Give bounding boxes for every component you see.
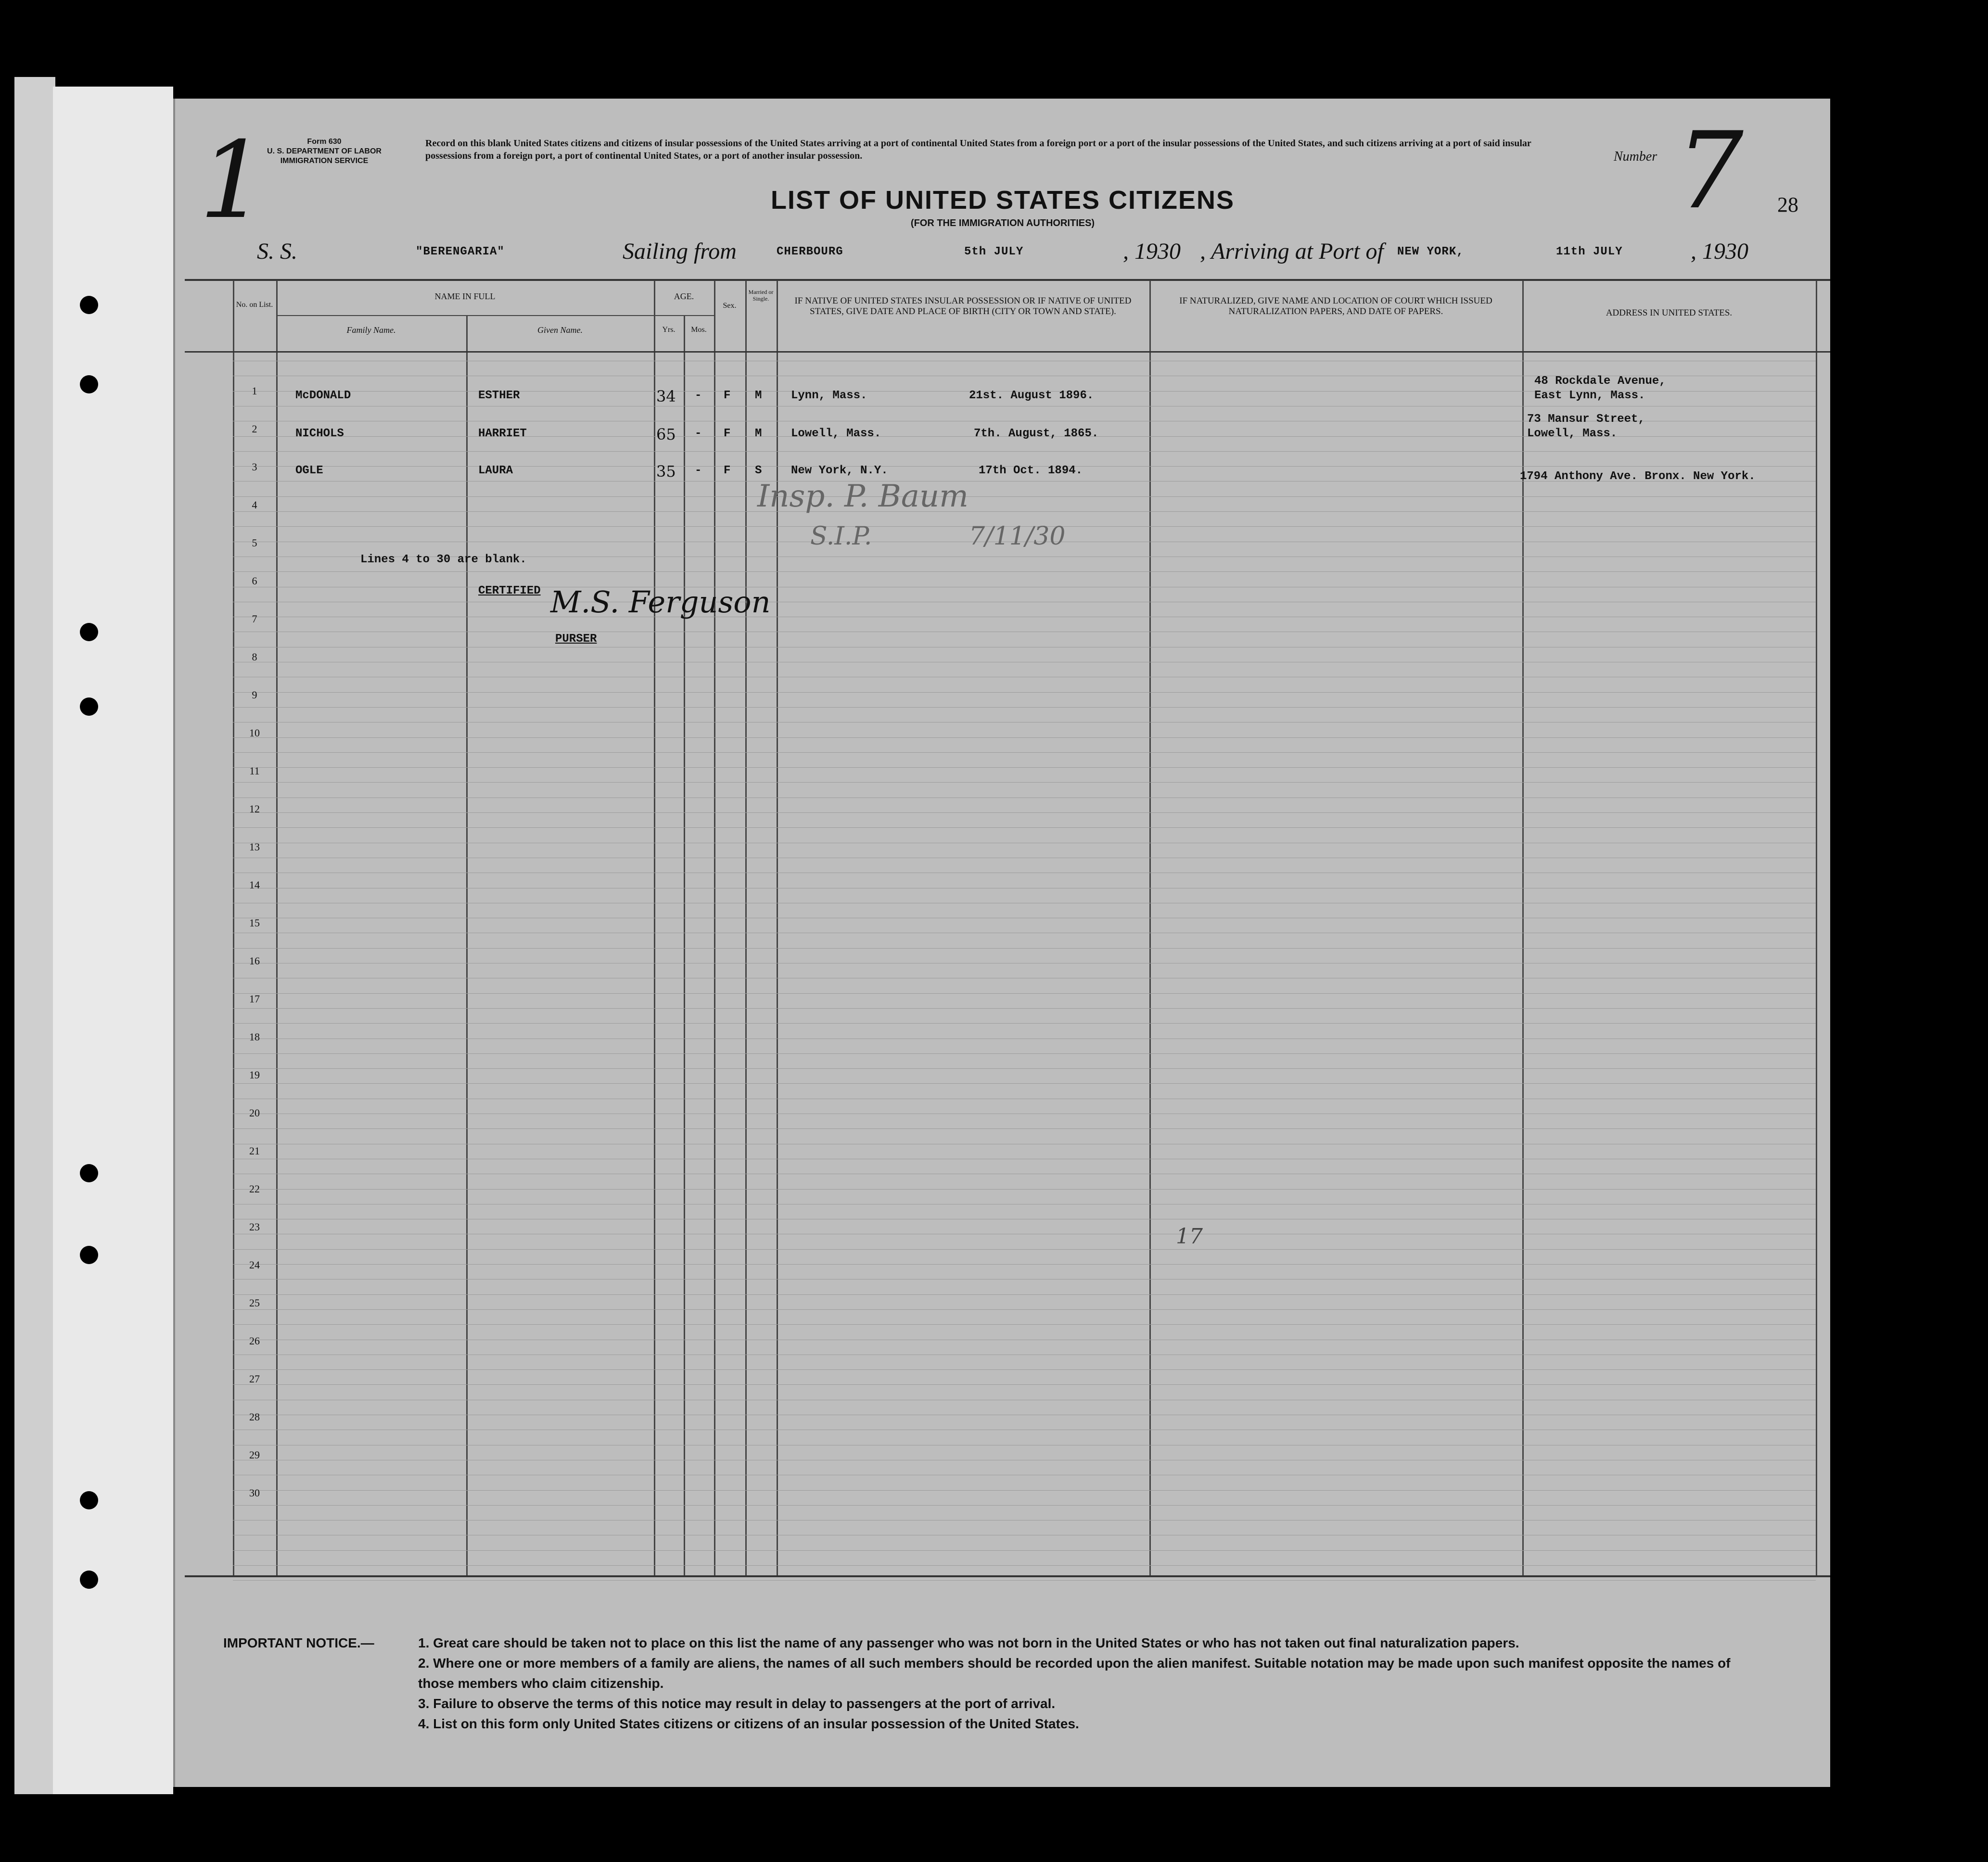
ruled-line xyxy=(233,1023,1816,1024)
col-divider xyxy=(1149,280,1151,1575)
row-number: 30 xyxy=(249,1487,260,1499)
punch-hole xyxy=(80,1491,98,1509)
ruled-line xyxy=(233,993,1816,994)
ruled-line xyxy=(233,511,1816,512)
address-line2-cell: East Lynn, Mass. xyxy=(1534,389,1645,402)
ruled-line xyxy=(233,827,1816,828)
header-bottom-rule xyxy=(185,351,1830,353)
ruled-line xyxy=(233,1008,1816,1009)
table-bottom-rule xyxy=(185,1575,1830,1577)
ruled-line xyxy=(233,451,1816,452)
ruled-line xyxy=(233,1309,1816,1310)
table-top-rule xyxy=(185,279,1830,281)
col-divider xyxy=(466,315,468,1575)
name-age-subrule xyxy=(276,315,714,316)
form-number: Form 630 xyxy=(307,138,342,146)
ruled-line xyxy=(233,692,1816,693)
address-line1-cell: 48 Rockdale Avenue, xyxy=(1534,375,1666,388)
birth-date-cell: 17th Oct. 1894. xyxy=(979,464,1083,477)
inspector-signature: Insp. P. Baum xyxy=(757,479,969,514)
ruled-line xyxy=(233,948,1816,949)
row-number: 28 xyxy=(249,1411,260,1423)
sex-cell: F xyxy=(724,464,731,477)
number-label: Number xyxy=(1614,149,1657,164)
row-number: 8 xyxy=(252,651,257,663)
instructions-text: Record on this blank United States citizens and citizens of insular possessions of the United States arriving at a port of continental United States from a foreign port or a port of the insular possessions of the United States, and such citizens arriving at a port of said insular possessions from a foreign port, a port of continental United States, or a port of another insular possession. xyxy=(425,138,1531,161)
col-address-header: ADDRESS IN UNITED STATES. xyxy=(1606,308,1733,318)
form-info xyxy=(242,137,406,166)
ruled-line xyxy=(233,1053,1816,1054)
row-number: 6 xyxy=(252,575,257,587)
given-name-cell: ESTHER xyxy=(478,389,520,402)
row-number: 24 xyxy=(249,1259,260,1271)
notice-item: 4. List on this form only United States citizens or citizens of an insular possession of the United States. xyxy=(418,1716,1079,1731)
corner-number-right: 7 xyxy=(1676,109,1744,232)
row-number: 25 xyxy=(249,1297,260,1309)
row-number: 19 xyxy=(249,1069,260,1081)
row-number: 5 xyxy=(252,537,257,549)
blank-lines-note: Lines 4 to 30 are blank. xyxy=(360,553,527,566)
row-number: 14 xyxy=(249,879,260,891)
row-number: 22 xyxy=(249,1183,260,1195)
ruled-line xyxy=(233,1068,1816,1069)
col-yrs-header: Yrs. xyxy=(662,326,675,334)
col-divider xyxy=(276,280,278,1575)
ruled-line xyxy=(233,1565,1816,1566)
arrival-date: 11th JULY xyxy=(1556,245,1623,258)
col-divider xyxy=(777,280,778,1575)
ruled-line xyxy=(233,1294,1816,1295)
row-number: 10 xyxy=(249,727,260,739)
birth-date-cell: 7th. August, 1865. xyxy=(974,427,1099,440)
age-months-cell: - xyxy=(695,389,702,402)
ruled-line xyxy=(233,1189,1816,1190)
punch-hole xyxy=(80,697,98,716)
ruled-line xyxy=(233,1083,1816,1084)
row-number: 9 xyxy=(252,689,257,701)
row-number: 23 xyxy=(249,1221,260,1233)
row-number: 20 xyxy=(249,1107,260,1119)
col-divider xyxy=(1816,280,1817,1575)
row-number: 11 xyxy=(249,765,260,777)
age-months-cell: - xyxy=(695,427,702,440)
sailing-year: , 1930 xyxy=(1123,239,1181,264)
manifest-page xyxy=(173,99,1830,1787)
col-naturalized-header: IF NATURALIZED, GIVE NAME AND LOCATION OF COURT WHICH ISSUED NATURALIZATION PAPERS, AND DATE OF PAPERS. xyxy=(1179,296,1492,317)
row-number: 26 xyxy=(249,1335,260,1347)
service-name: IMMIGRATION SERVICE xyxy=(280,157,369,165)
ruled-line xyxy=(233,812,1816,813)
given-name-cell: LAURA xyxy=(478,464,513,477)
punch-hole xyxy=(80,375,98,393)
given-name-cell: HARRIET xyxy=(478,427,527,440)
punch-hole xyxy=(80,296,98,314)
row-number: 7 xyxy=(252,613,257,625)
col-married-header: Married or Single. xyxy=(748,289,774,302)
certified-stamp: CERTIFIED xyxy=(478,584,541,597)
ruled-line xyxy=(233,1249,1816,1250)
birth-date-cell: 21st. August 1896. xyxy=(969,389,1094,402)
age-years-cell: 35 xyxy=(656,462,676,481)
address-line1-cell: 1794 Anthony Ave. Bronx. New York. xyxy=(1520,470,1756,483)
ruled-line xyxy=(233,752,1816,753)
page-subtitle: (FOR THE IMMIGRATION AUTHORITIES) xyxy=(910,218,1095,228)
birth-place-cell: New York, N.Y. xyxy=(791,464,888,477)
ship-name: "BERENGARIA" xyxy=(416,245,505,258)
col-given-header: Given Name. xyxy=(537,325,583,335)
col-no-header: No. on List. xyxy=(236,301,273,309)
ruled-line xyxy=(233,737,1816,738)
arrival-port: NEW YORK, xyxy=(1397,245,1464,258)
row-number: 21 xyxy=(249,1145,260,1157)
col-birth-header: IF NATIVE OF UNITED STATES INSULAR POSSESSION OR IF NATIVE OF UNITED STATES, GIVE DATE AND PLACE OF BIRTH (CITY OR TOWN AND STATE). xyxy=(794,296,1132,317)
birth-place-cell: Lynn, Mass. xyxy=(791,389,867,402)
purser-stamp: PURSER xyxy=(555,633,597,646)
address-line1-cell: 73 Mansur Street, xyxy=(1527,413,1645,426)
arrival-year: , 1930 xyxy=(1691,239,1748,264)
family-name-cell: NICHOLS xyxy=(295,427,344,440)
punch-hole xyxy=(80,1164,98,1182)
row-number: 1 xyxy=(252,385,257,397)
ruled-line xyxy=(233,1324,1816,1325)
family-name-cell: OGLE xyxy=(295,464,323,477)
row-number: 27 xyxy=(249,1373,260,1385)
sex-cell: F xyxy=(724,427,731,440)
row-number: 15 xyxy=(249,917,260,929)
arriving-label: , Arriving at Port of xyxy=(1200,239,1384,264)
col-sex-header: Sex. xyxy=(723,302,737,310)
department-name: U. S. DEPARTMENT OF LABOR xyxy=(267,147,382,155)
marital-cell: M xyxy=(755,427,762,440)
ruled-line xyxy=(233,707,1816,708)
sailing-label: Sailing from xyxy=(623,239,737,264)
ruled-line xyxy=(233,1490,1816,1491)
age-years-cell: 34 xyxy=(656,387,676,405)
sailing-date: 5th JULY xyxy=(964,245,1024,258)
birth-place-cell: Lowell, Mass. xyxy=(791,427,881,440)
ruled-line xyxy=(233,767,1816,768)
col-divider xyxy=(745,280,747,1575)
sex-cell: F xyxy=(724,389,731,402)
row-number: 12 xyxy=(249,803,260,815)
inspector-code: S.I.P. xyxy=(810,522,872,551)
col-divider xyxy=(714,280,715,1575)
address-line2-cell: Lowell, Mass. xyxy=(1527,427,1618,440)
inspection-date: 7/11/30 xyxy=(969,522,1066,551)
row-number: 4 xyxy=(252,499,257,511)
left-margin-strip xyxy=(53,87,173,1794)
col-divider xyxy=(233,280,234,1575)
row-number: 29 xyxy=(249,1449,260,1461)
ruled-line xyxy=(233,1264,1816,1265)
punch-hole xyxy=(80,623,98,641)
row-number: 17 xyxy=(249,993,260,1005)
ruled-line xyxy=(233,496,1816,497)
notice-item: 1. Great care should be taken not to place on this list the name of any passenger who was not born in the United States or who has not taken out final naturalization papers. xyxy=(418,1635,1519,1650)
punch-hole xyxy=(80,1246,98,1264)
col-family-header: Family Name. xyxy=(346,325,396,335)
ruled-line xyxy=(233,571,1816,572)
ruled-line xyxy=(233,1128,1816,1129)
row-number: 2 xyxy=(252,423,257,435)
page-number: 28 xyxy=(1777,193,1798,216)
margin-note: 17 xyxy=(1176,1224,1203,1249)
punch-hole xyxy=(80,1571,98,1589)
col-mos-header: Mos. xyxy=(691,326,707,334)
age-years-cell: 65 xyxy=(656,425,676,443)
col-age-header: AGE. xyxy=(674,291,694,301)
ruled-line xyxy=(233,782,1816,783)
row-number: 18 xyxy=(249,1031,260,1043)
notice-item: 2. Where one or more members of a family are aliens, the names of all such members should be recorded upon the alien manifest. Suitable notation may be made upon such manifest opposite the names of those members who claim citizenship. xyxy=(418,1656,1731,1691)
purser-signature: M.S. Ferguson xyxy=(550,584,771,620)
ss-label: S. S. xyxy=(257,239,297,264)
col-divider xyxy=(654,280,655,1575)
binding-edge xyxy=(14,77,55,1794)
family-name-cell: McDONALD xyxy=(295,389,351,402)
marital-cell: S xyxy=(755,464,762,477)
sailing-port: CHERBOURG xyxy=(777,245,843,258)
col-name-header: NAME IN FULL xyxy=(434,291,496,301)
ruled-line xyxy=(233,1550,1816,1551)
row-number: 16 xyxy=(249,955,260,967)
ruled-line xyxy=(233,1384,1816,1385)
corner-number-left: 1 xyxy=(199,119,267,242)
notice-item: 3. Failure to observe the terms of this notice may result in delay to passengers at the port of arrival. xyxy=(418,1696,1056,1711)
row-number: 3 xyxy=(252,461,257,473)
col-divider xyxy=(684,315,685,1575)
ruled-line xyxy=(233,1369,1816,1370)
page-title: LIST OF UNITED STATES CITIZENS xyxy=(771,186,1235,215)
row-number: 13 xyxy=(249,841,260,853)
ruled-line xyxy=(233,1505,1816,1506)
marital-cell: M xyxy=(755,389,762,402)
ruled-line xyxy=(233,1580,1816,1581)
age-months-cell: - xyxy=(695,464,702,477)
notice-label: IMPORTANT NOTICE.— xyxy=(223,1635,374,1650)
